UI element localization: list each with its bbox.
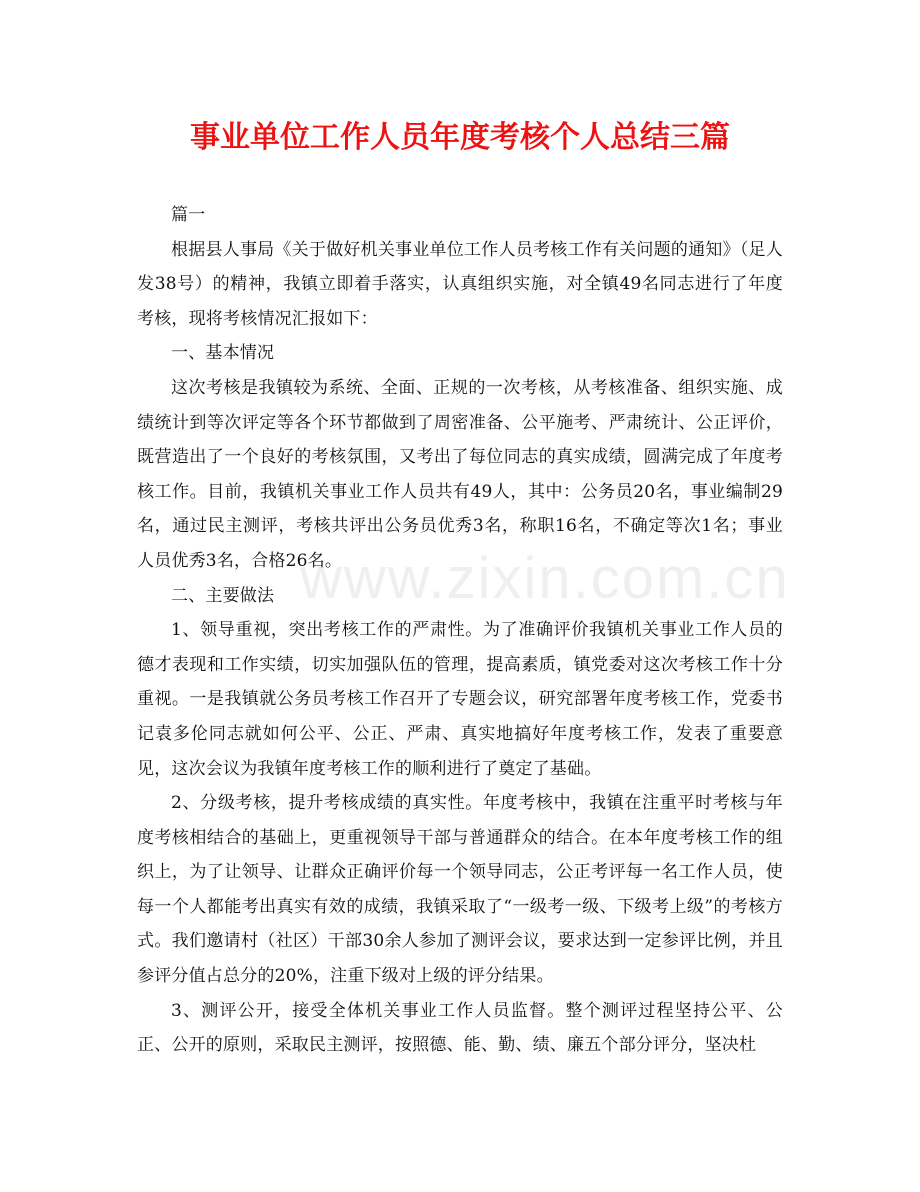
section-heading-basic-situation: 一、基本情况 [171,343,275,364]
document-title: 事业单位工作人员年度考核个人总结三篇 [190,120,730,155]
paragraph-method-3: 3、测评公开，接受全体机关事业工作人员监督。整个测评过程坚持公平、公正、公开的原则，采取民主测评，按照德、能、勤、绩、廉五个部分评分，坚决杜 [137,1000,783,1056]
paragraph-method-1: 1、领导重视，突出考核工作的严肃性。为了准确评价我镇机关事业工作人员的德才表现和工作实绩，切实加强队伍的管理，提高素质，镇党委对这次考核工作十分重视。一是我镇就公务员考核工作召开了专题会议，研究部署年度考核工作，党委书记袁多伦同志就如何公平、公正、严肃、真实地搞好年度考核工作，发表了重要意见，这次会议为我镇年度考核工作的顺利进行了奠定了基础。 [137,620,783,779]
paragraph-method-2: 2、分级考核，提升考核成绩的真实性。年度考核中，我镇在注重平时考核与年度考核相结合的基础上，更重视领导干部与普通群众的结合。在本年度考核工作的组织上，为了让领导、让群众正确评价每一个领导同志，公正考评每一名工作人员，使每一个人都能考出真实有效的成绩，我镇采取了“一级考一级、下级考上级”的考核方式。我们邀请村（社区）干部30余人参加了测评会议，要求达到一定参评比例，并且参评分值占总分的20%，注重下级对上级的评分结果。 [137,793,783,987]
section-heading-part-one: 篇一 [171,205,206,225]
paragraph-basic-situation: 这次考核是我镇较为系统、全面、正规的一次考核，从考核准备、组织实施、成绩统计到等次评定等各个环节都做到了周密准备、公平施考、严肃统计、公正评价，既营造出了一个良好的考核氛围，又考出了每位同志的真实成绩，圆满完成了年度考核工作。目前，我镇机关事业工作人员共有49人，其中：公务员20名，事业编制29名，通过民主测评，考核共评出公务员优秀3名，称职16名，不确定等次1名；事业人员优秀3名，合格26名。 [137,377,783,571]
paragraph-intro: 根据县人事局《关于做好机关事业单位工作人员考核工作有关问题的通知》（足人发38号）的精神，我镇立即着手落实，认真组织实施，对全镇49名同志进行了年度考核，现将考核情况汇报如下： [137,239,783,329]
watermark-text: www.zixin.com.cn [300,546,790,611]
document-body [137,198,783,1063]
section-heading-main-methods: 二、主要做法 [171,585,275,606]
